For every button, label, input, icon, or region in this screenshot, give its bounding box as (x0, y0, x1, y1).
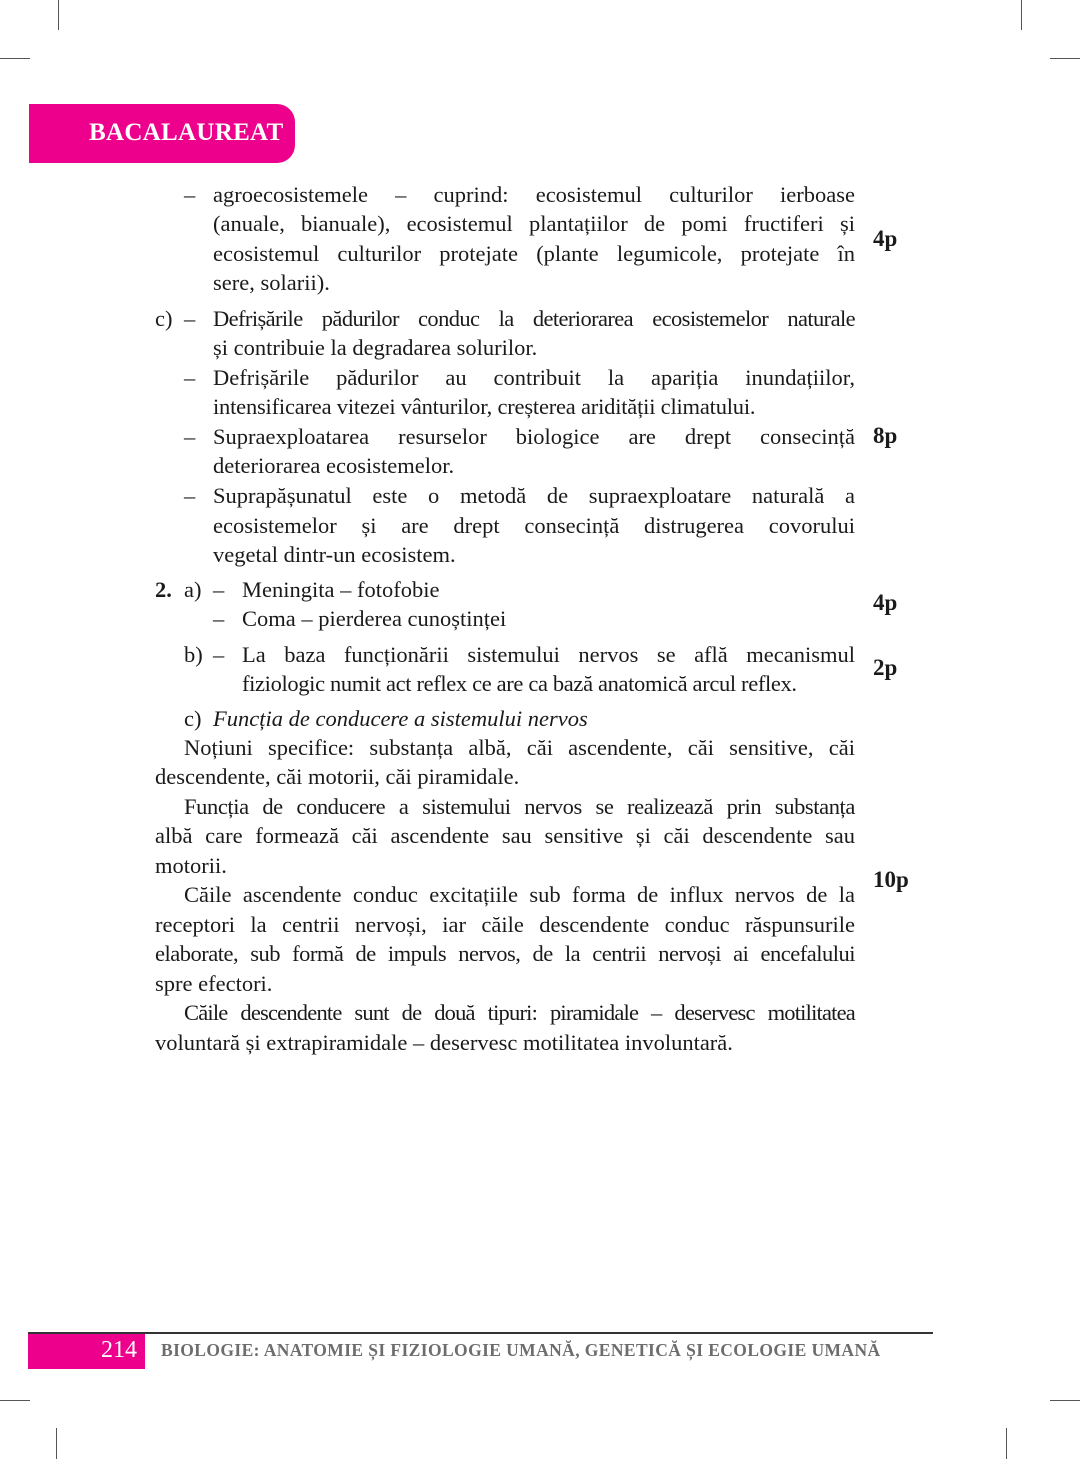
text-line: Meningita – fotofobie (242, 577, 440, 602)
text-line: Noțiuni specifice: substanța albă, căi ascendente, căi sensitive, căi (184, 735, 855, 760)
crop-mark (1021, 0, 1022, 30)
text-line: deteriorarea ecosistemelor. (213, 453, 455, 478)
text-line: intensificarea vitezei vânturilor, creșterea aridității climatului. (213, 394, 756, 419)
text-line: Suprapășunatul este o metodă de supraexploatare naturală a (213, 483, 855, 508)
item-label: a) (184, 577, 202, 602)
page-number-box (28, 1334, 145, 1369)
text-line: motorii. (155, 853, 227, 878)
points-score: 4p (873, 226, 898, 251)
crop-mark (56, 1428, 57, 1459)
points-score: 8p (873, 423, 898, 448)
list-dash: – (184, 182, 196, 207)
text-line: descendente, căi motorii, căi piramidale. (155, 764, 520, 789)
text-line: Supraexploatarea resurselor biologice are drept consecință (213, 424, 855, 449)
text-line: Defrișările pădurilor conduc la deteriorarea ecosistemelor naturale (213, 306, 855, 331)
points-score: 4p (873, 590, 898, 615)
text-line: Căile ascendente conduc excitațiile sub forma de influx nervos de la (184, 882, 855, 907)
points-score: 10p (873, 867, 909, 892)
list-dash: – (184, 424, 196, 449)
subsection-title: Funcția de conducere a sistemului nervos (213, 706, 588, 731)
list-dash: – (213, 642, 225, 667)
section-tab-label: BACALAUREAT (89, 119, 284, 146)
list-dash: – (213, 606, 225, 631)
text-line: voluntară și extrapiramidale – deservesc motilitatea involuntară. (155, 1030, 733, 1055)
text-line: Căile descendente sunt de două tipuri: piramidale – deservesc motilitatea (184, 1000, 855, 1025)
list-dash: – (213, 577, 225, 602)
section-tab (29, 104, 295, 163)
text-line: La baza funcționării sistemului nervos se află mecanismul (242, 642, 855, 667)
crop-mark (1006, 1428, 1007, 1459)
item-label: c) (184, 706, 202, 731)
points-score: 2p (873, 655, 898, 680)
list-dash: – (184, 365, 196, 390)
text-line: și contribuie la degradarea solurilor. (213, 335, 538, 360)
item-label: c) (155, 306, 173, 331)
text-line: albă care formează căi ascendente sau sensitive și căi descendente sau (155, 823, 855, 848)
crop-mark (0, 1400, 30, 1401)
text-line: elaborate, sub formă de impuls nervos, de la centrii nervoși ai encefalului (155, 941, 855, 966)
list-dash: – (184, 483, 196, 508)
crop-mark (58, 0, 59, 30)
list-dash: – (184, 306, 196, 331)
text-line: ecosistemelor și are drept consecință distrugerea covorului (213, 513, 855, 538)
text-line: receptori la centrii nervoși, iar căile descendente conduc răspunsurile (155, 912, 855, 937)
text-line: sere, solarii). (213, 270, 330, 295)
crop-mark (1050, 58, 1080, 59)
text-line: (anuale, bianuale), ecosistemul plantațiilor de pomi fructiferi și (213, 211, 855, 236)
crop-mark (1050, 1400, 1080, 1401)
footer-rule (28, 1332, 933, 1334)
text-line: vegetal dintr-un ecosistem. (213, 542, 456, 567)
text-line: Funcția de conducere a sistemului nervos se realizează prin substanța (184, 794, 855, 819)
crop-mark (0, 58, 30, 59)
text-line: ecosistemul culturilor protejate (plante legumicole, protejate în (213, 241, 855, 266)
text-line: spre efectori. (155, 971, 273, 996)
item-label: b) (184, 642, 203, 667)
text-line: Coma – pierderea cunoștinței (242, 606, 507, 631)
book-title: BIOLOGIE: ANATOMIE ȘI FIZIOLOGIE UMANĂ, GENETICĂ ȘI ECOLOGIE UMANĂ (161, 1340, 881, 1360)
text-line: agroecosistemele – cuprind: ecosistemul culturilor ierboase (213, 182, 855, 207)
text-line: Defrișările pădurilor au contribuit la apariția inundațiilor, (213, 365, 855, 390)
question-number: 2. (155, 577, 172, 602)
text-line: fiziologic numit act reflex ce are ca bază anatomică arcul reflex. (242, 671, 797, 696)
page-number: 214 (101, 1337, 137, 1363)
